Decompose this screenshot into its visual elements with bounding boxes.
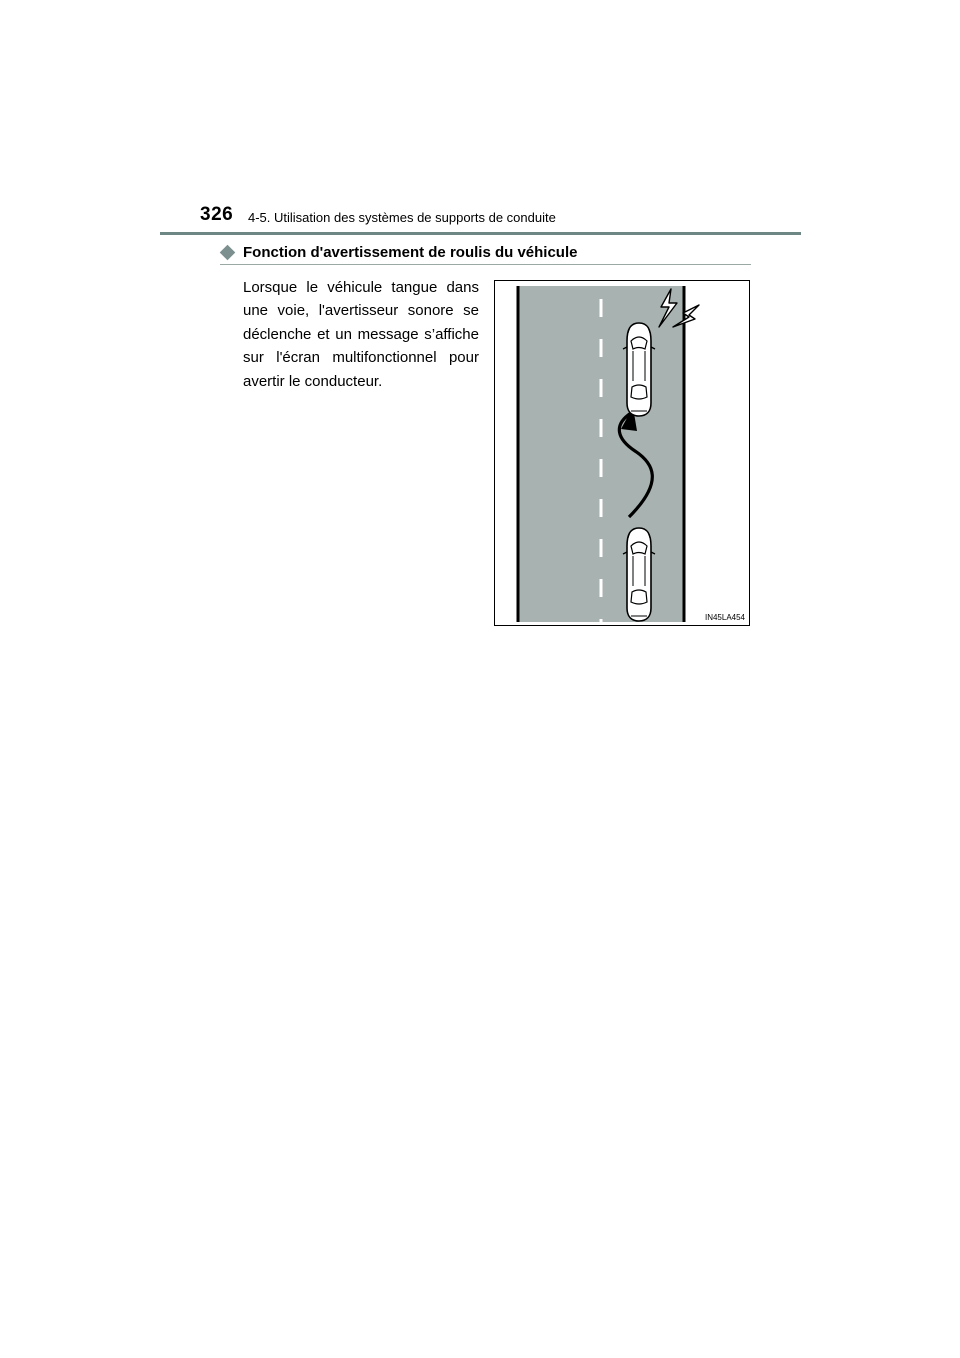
- car-icon: [623, 323, 655, 416]
- header-rule: [160, 232, 801, 235]
- figure-code: IN45LA454: [704, 613, 745, 622]
- lane-sway-illustration: [495, 281, 749, 625]
- illustration-figure: [494, 280, 750, 626]
- diamond-bullet-icon: [220, 245, 236, 261]
- subsection-heading: [220, 244, 577, 261]
- heading-text: Fonction d'avertissement de roulis du véhicule: [243, 244, 578, 261]
- road: [517, 286, 685, 622]
- heading-rule: [220, 264, 751, 265]
- page-number: 326: [200, 204, 234, 225]
- section-title: 4-5. Utilisation des systèmes de supports de conduite: [248, 210, 556, 225]
- body-paragraph: Lorsque le véhicule tangue dans une voie, l'avertisseur sonore se déclenche et un message s’affiche sur l'écran multifonctionnel pour avertir le conducteur.: [243, 279, 479, 390]
- car-icon: [623, 528, 655, 621]
